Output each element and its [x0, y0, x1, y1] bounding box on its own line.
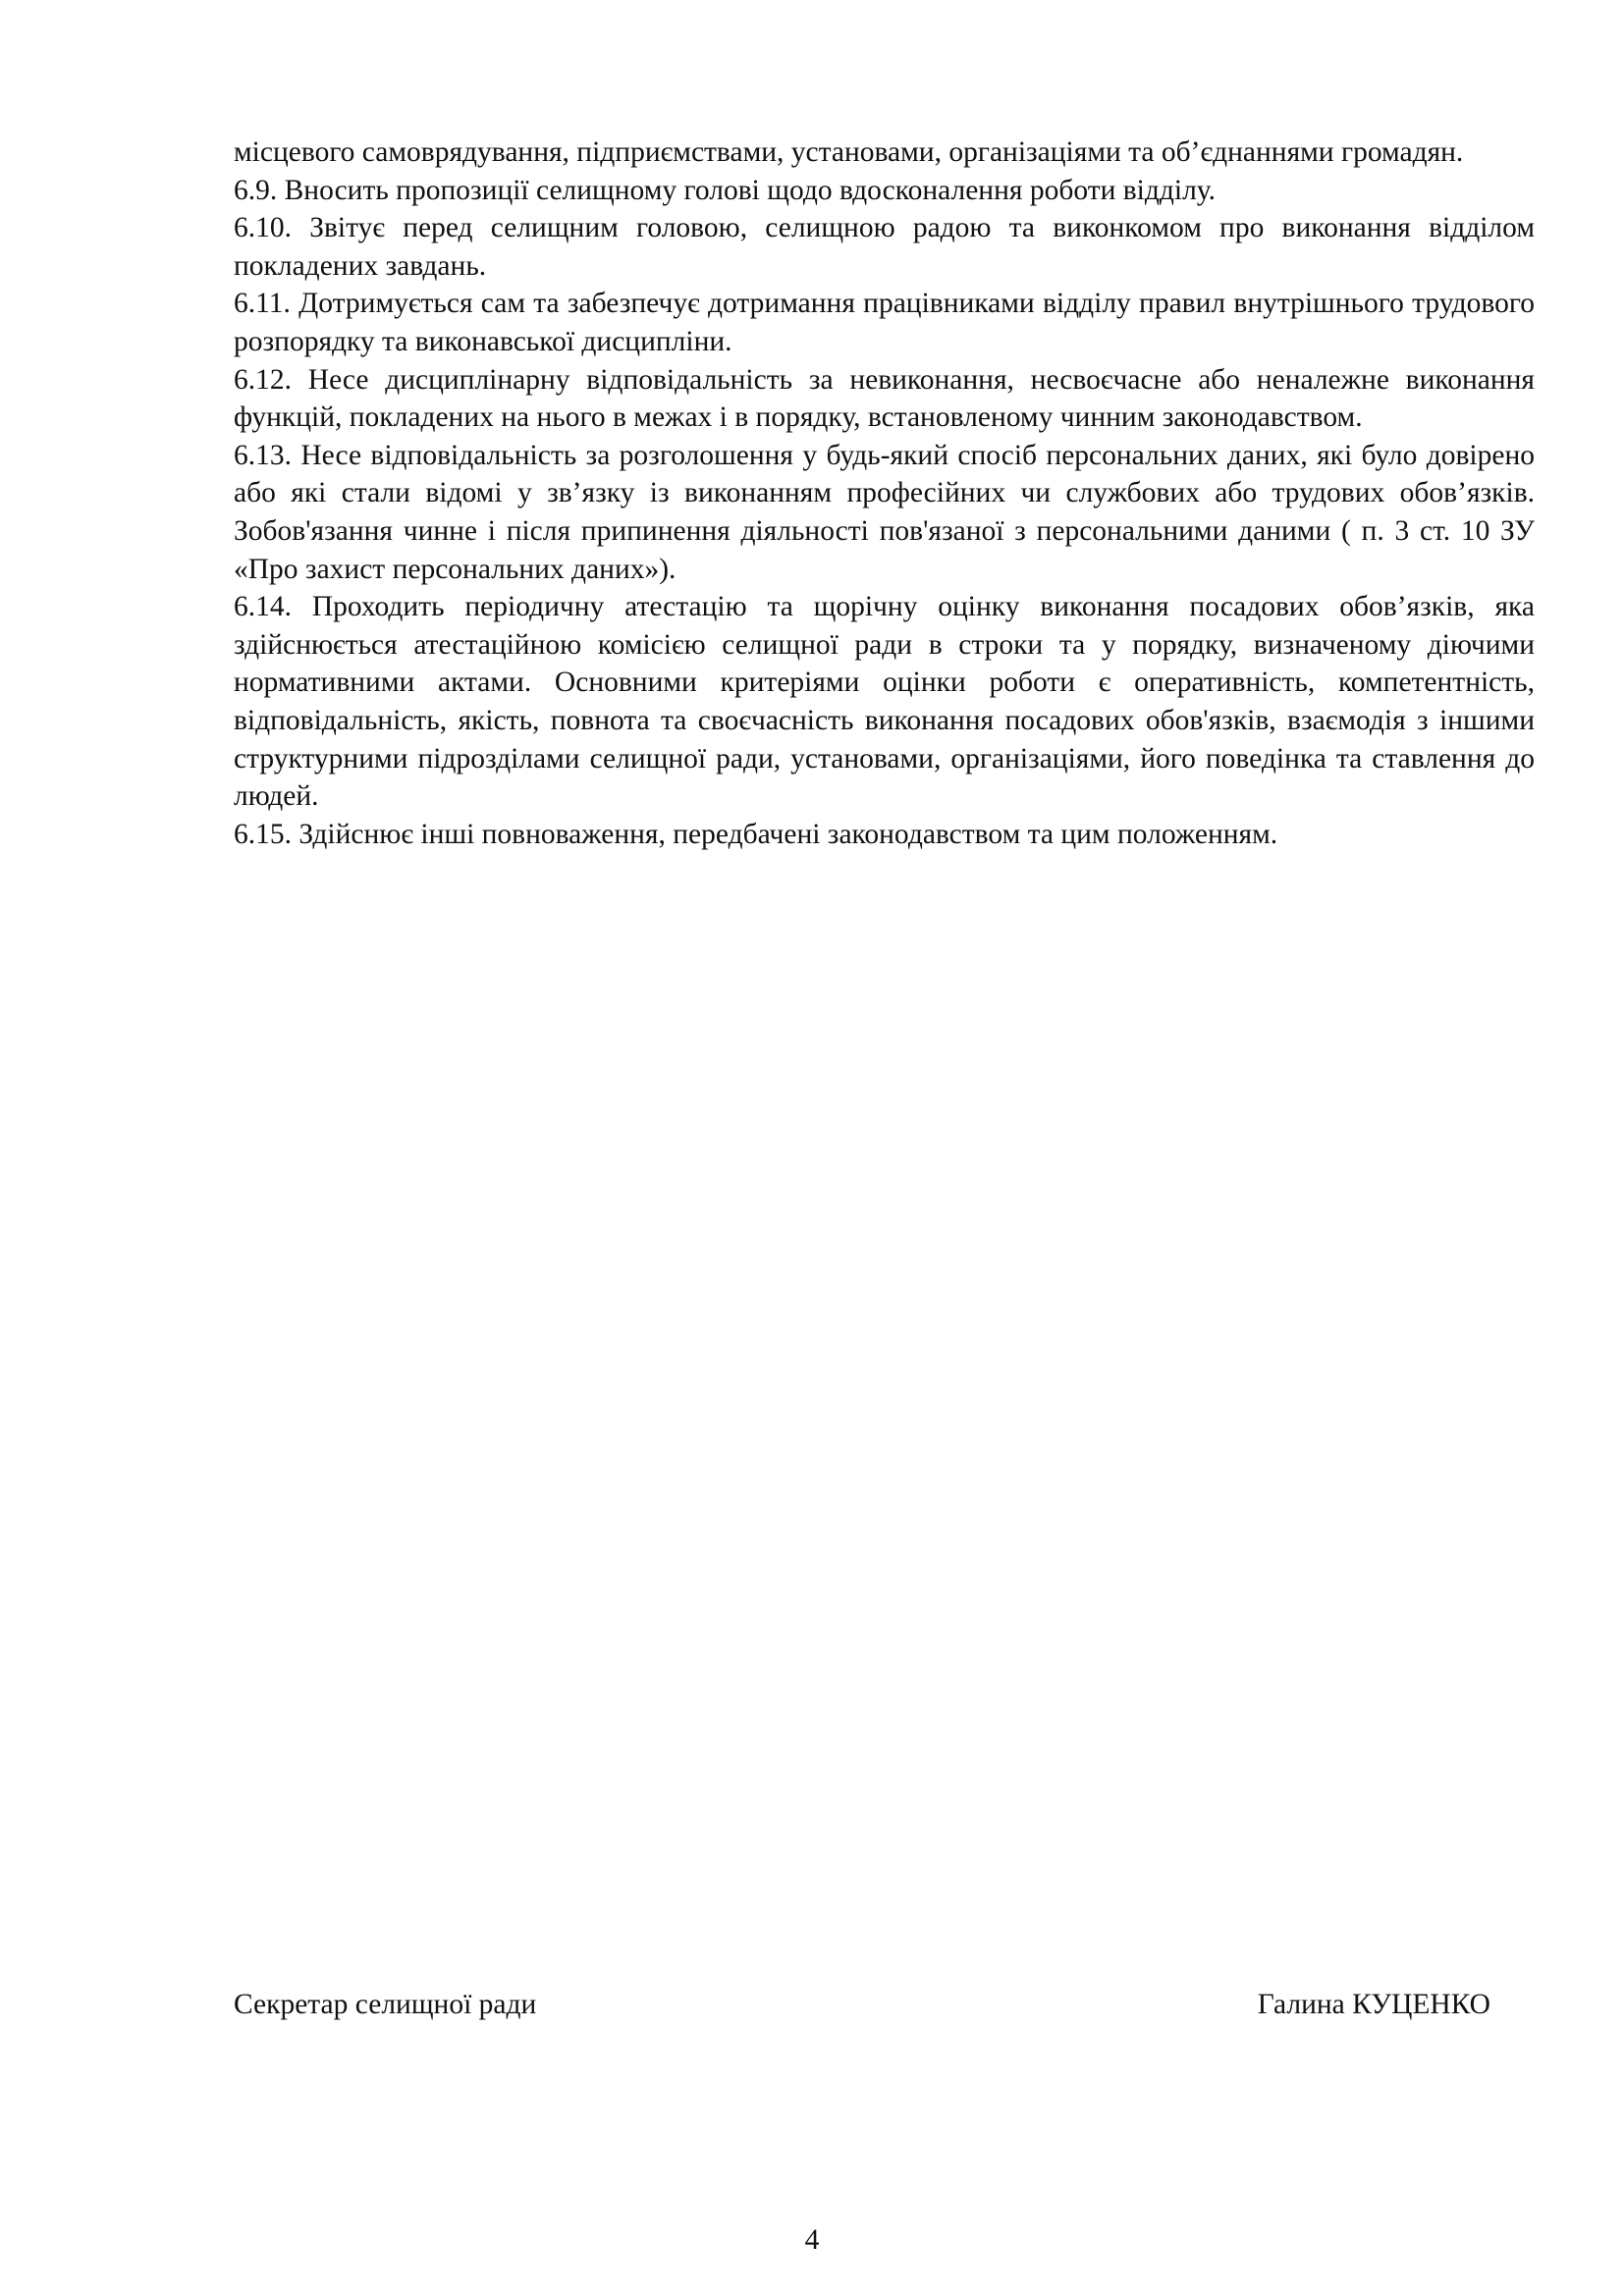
page-number: 4	[804, 2224, 820, 2256]
signature-block	[234, 1986, 1490, 2025]
paragraph-6-13: 6.13. Несе відповідальність за розголошення у будь-який спосіб персональних даних, які було довірено або які стали відомі у зв’язку із виконанням професійних чи службових або трудових обов’язків. Зобов'язання чинне і після припинення діяльності пов'язаної з персональними даними ( п. 3 ст. 10 ЗУ «Про захист персональних даних»).	[234, 439, 1535, 585]
paragraph-6-12: 6.12. Несе дисциплінарну відповідальність за невиконання, несвоєчасне або неналежне виконання функцій, покладених на нього в межах і в порядку, встановленому чинним законодавством.	[234, 363, 1535, 434]
paragraph-6-10: 6.10. Звітує перед селищним головою, селищною радою та виконкомом про виконання відділом покладених завдань.	[234, 212, 1535, 282]
paragraph-6-15: 6.15. Здійснює інші повноваження, передбачені законодавством та цим положенням.	[234, 818, 1278, 850]
paragraph-continuation: місцевого самоврядування, підприємствами, установами, організаціями та об’єднаннями громадян.	[234, 136, 1464, 168]
paragraph-6-9: 6.9. Вносить пропозиції селищному голові щодо вдосконалення роботи відділу.	[234, 174, 1216, 206]
document-body	[234, 133, 1535, 853]
signatory-name: Галина КУЦЕНКО	[1257, 1989, 1490, 2020]
paragraph-6-11: 6.11. Дотримується сам та забезпечує дотримання працівниками відділу правил внутрішнього трудового розпорядку та виконавської дисципліни.	[234, 288, 1535, 357]
paragraph-6-14: 6.14. Проходить періодичну атестацію та щорічну оцінку виконання посадових обов’язків, яка здійснюється атестаційною комісією селищної ради в строки та у порядку, визначеному діючими нормативними актами. Основними критеріями оцінки роботи є оперативність, компетентність, відповідальність, якість, повнота та своєчасність виконання посадових обов'язків, взаємодія з іншими структурними підрозділами селищної ради, установами, організаціями, його поведінка та ставлення до людей.	[234, 591, 1535, 813]
signatory-position: Секретар селищної ради	[234, 1989, 537, 2020]
